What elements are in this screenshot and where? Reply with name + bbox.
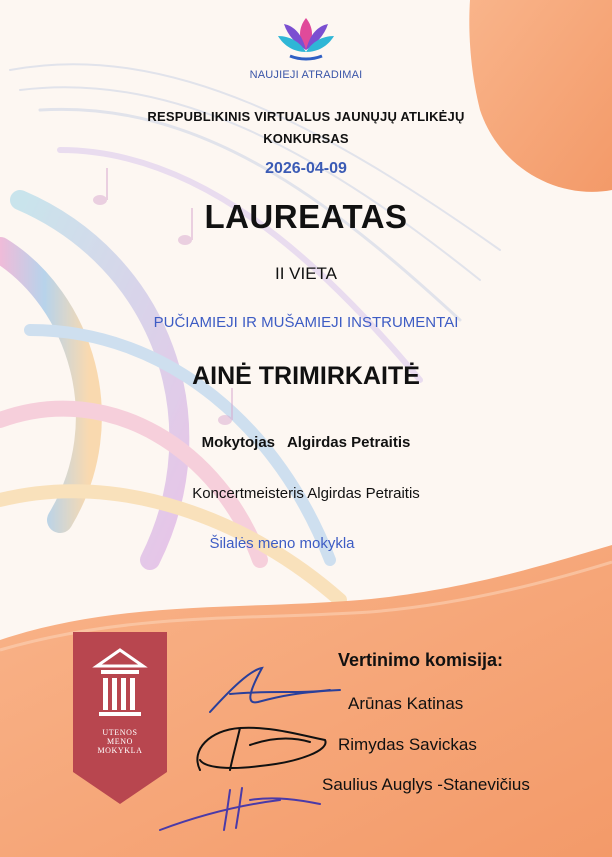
committee-title: Vertinimo komisija: — [338, 650, 504, 670]
teacher: Mokytojas Algirdas Petraitis — [201, 434, 411, 451]
committee-member: Saulius Auglys -Stanevičius — [322, 775, 530, 794]
committee-member: Arūnas Katinas — [348, 694, 464, 713]
school-name: Šilalės meno mokykla — [209, 535, 355, 552]
contest-title-line2: KONKURSAS — [263, 131, 349, 146]
emblem-line2: MENO — [107, 737, 133, 746]
award-place: II VIETA — [274, 264, 338, 283]
contest-title-line1: RESPUBLIKINIS VIRTUALUS JAUNŲJŲ ATLIKĖJŲ — [147, 109, 465, 124]
lotus-logo-icon — [276, 14, 336, 62]
participant-name: AINĖ TRIMIRKAITĖ — [192, 362, 420, 390]
certificate-date: 2026-04-09 — [265, 160, 347, 177]
logo — [246, 14, 366, 81]
award-title: LAUREATAS — [204, 198, 408, 235]
emblem-line1: UTENOS — [102, 728, 138, 737]
logo-text: NAUJIEJI ATRADIMAI — [249, 69, 363, 81]
accompanist: Koncertmeisteris Algirdas Petraitis — [192, 485, 420, 502]
contest-title — [0, 106, 612, 150]
emblem-line3: MOKYKLA — [97, 746, 143, 755]
committee-member: Rimydas Savickas — [338, 735, 477, 754]
category: PUČIAMIEJI IR MUŠAMIEJI INSTRUMENTAI — [153, 314, 459, 331]
school-emblem-text — [73, 728, 167, 755]
school-emblem-banner — [73, 632, 167, 804]
